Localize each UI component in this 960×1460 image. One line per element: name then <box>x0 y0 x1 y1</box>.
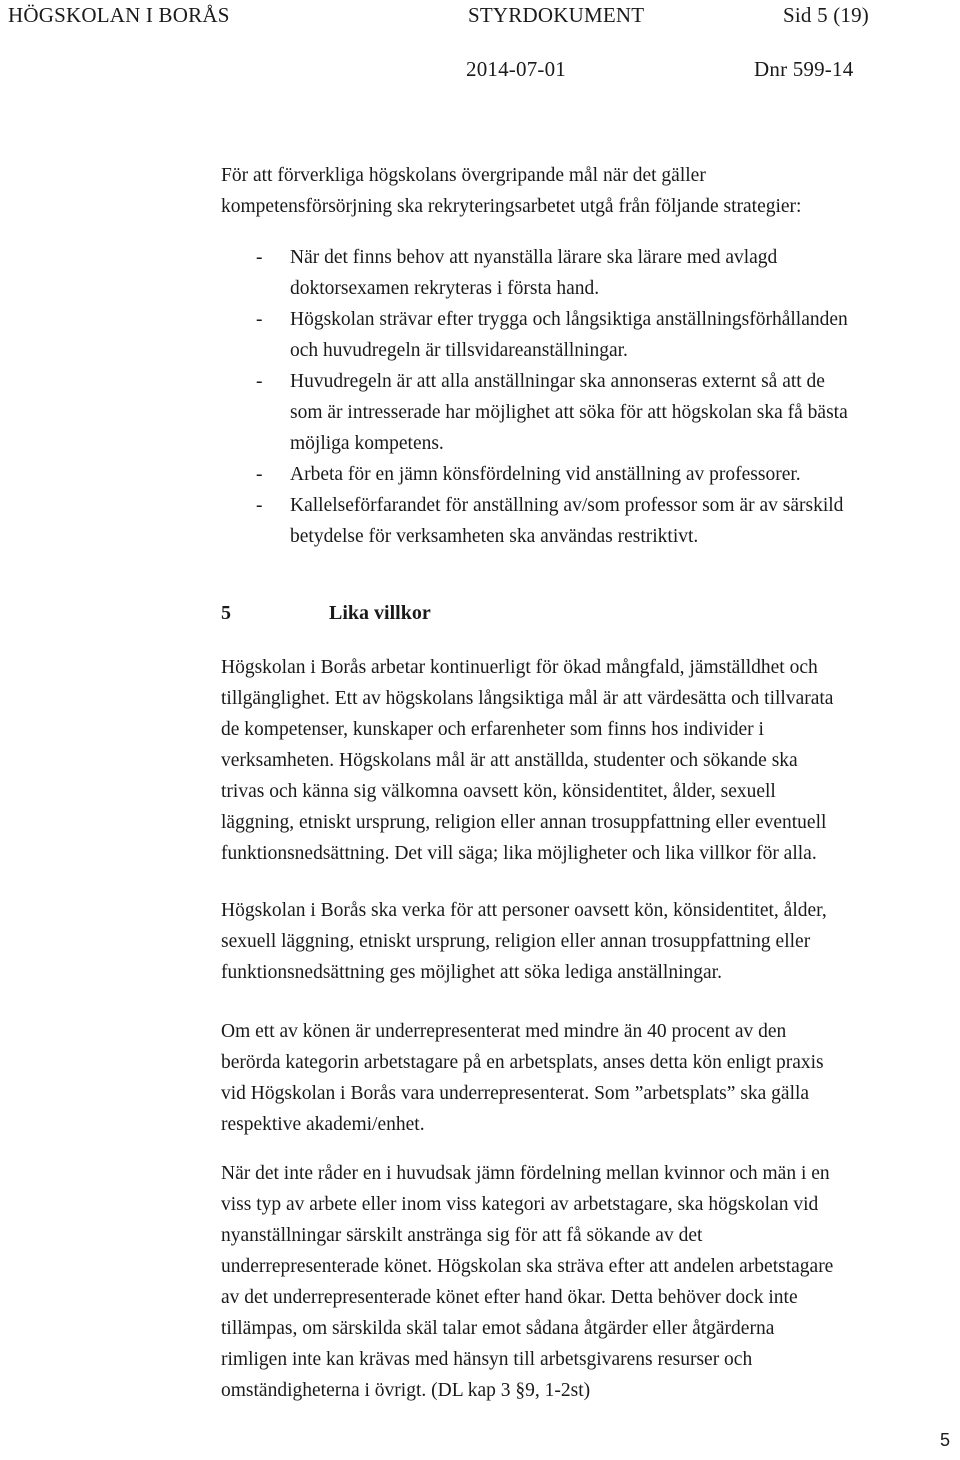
text-line: av det underrepresenterade könet efter hand ökar. Detta behöver dock inte <box>221 1287 798 1308</box>
text-line: Kallelseförfarandet för anställning av/som professor som är av särskild <box>290 495 844 516</box>
text-line: rimligen inte kan krävas med hänsyn till arbetsgivarens resurser och <box>221 1349 753 1370</box>
section-title: Lika villkor <box>329 602 431 624</box>
bullet-marker: - <box>256 309 263 330</box>
text-line: berörda kategorin arbetstagare på en arbetsplats, anses detta kön enligt praxis <box>221 1052 824 1073</box>
list-item <box>256 490 956 552</box>
text-line: När det finns behov att nyanställa lärare ska lärare med avlagd <box>290 247 778 268</box>
text-line: och huvudregeln är tillsvidareanställningar. <box>290 340 628 361</box>
list-item <box>256 366 956 459</box>
text-line: de kompetenser, kunskaper och erfarenheter som finns hos individer i <box>221 719 764 740</box>
text-line: tillämpas, om särskilda skäl talar emot sådana åtgärder eller åtgärderna <box>221 1318 775 1339</box>
text-line: doktorsexamen rekryteras i första hand. <box>290 278 600 299</box>
text-line: möjliga kompetens. <box>290 433 444 454</box>
body-paragraph <box>221 652 953 869</box>
body-paragraph <box>221 1158 953 1406</box>
section-number: 5 <box>221 602 231 624</box>
text-line: nyanställningar särskilt anstränga sig för att få sökande av det <box>221 1225 703 1246</box>
text-line: omständigheterna i övrigt. (DL kap 3 §9, 1-2st) <box>221 1380 591 1401</box>
bullet-marker: - <box>256 464 263 485</box>
text-line: Högskolan strävar efter trygga och långsiktiga anställningsförhållanden <box>290 309 848 330</box>
strategy-list <box>256 242 956 552</box>
text-line: betydelse för verksamheten ska användas restriktivt. <box>290 526 699 547</box>
text-line: underrepresenterade könet. Högskolan ska sträva efter att andelen arbetstagare <box>221 1256 834 1277</box>
footer-page-number: 5 <box>940 1430 951 1450</box>
body-paragraph <box>221 895 953 988</box>
document-reference: Dnr 599-14 <box>754 57 854 81</box>
text-line: som är intresserade har möjlighet att söka för att högskolan ska få bästa <box>290 402 848 423</box>
text-line: verksamheten. Högskolans mål är att anställda, studenter och sökande ska <box>221 750 798 771</box>
text-line: viss typ av arbete eller inom viss kategori av arbetstagare, ska högskolan vid <box>221 1194 819 1215</box>
document-type: STYRDOKUMENT <box>468 3 645 27</box>
document-header <box>0 0 960 30</box>
institution-name: HÖGSKOLAN I BORÅS <box>8 3 230 27</box>
text-line: funktionsnedsättning ges möjlighet att söka lediga anställningar. <box>221 962 722 983</box>
text-line: respektive akademi/enhet. <box>221 1114 425 1135</box>
text-line: Högskolan i Borås arbetar kontinuerligt för ökad mångfald, jämställdhet och <box>221 657 818 678</box>
text-line: Om ett av könen är underrepresenterat med mindre än 40 procent av den <box>221 1021 787 1042</box>
list-item <box>256 304 956 366</box>
page-indicator: Sid 5 (19) <box>783 3 869 27</box>
document-date: 2014-07-01 <box>466 57 566 81</box>
text-line: tillgänglighet. Ett av högskolans långsiktiga mål är att värdesätta och tillvarata <box>221 688 834 709</box>
body-paragraph <box>221 1016 953 1140</box>
bullet-marker: - <box>256 371 263 392</box>
list-item <box>256 459 956 490</box>
text-line: Högskolan i Borås ska verka för att personer oavsett kön, könsidentitet, ålder, <box>221 900 827 921</box>
list-item <box>256 242 956 304</box>
text-line: För att förverkliga högskolans övergripande mål när det gäller <box>221 165 706 186</box>
text-line: läggning, etniskt ursprung, religion eller annan trosuppfattning eller eventuell <box>221 812 827 833</box>
bullet-marker: - <box>256 495 263 516</box>
text-line: När det inte råder en i huvudsak jämn fördelning mellan kvinnor och män i en <box>221 1163 830 1184</box>
text-line: kompetensförsörjning ska rekryteringsarbetet utgå från följande strategier: <box>221 196 802 217</box>
text-line: Arbeta för en jämn könsfördelning vid anställning av professorer. <box>290 464 801 485</box>
text-line: vid Högskolan i Borås vara underrepresenterat. Som ”arbetsplats” ska gälla <box>221 1083 810 1104</box>
text-line: Huvudregeln är att alla anställningar ska annonseras externt så att de <box>290 371 825 392</box>
text-line: trivas och känna sig välkomna oavsett kön, könsidentitet, ålder, sexuell <box>221 781 776 802</box>
intro-paragraph <box>221 160 953 222</box>
bullet-marker: - <box>256 247 263 268</box>
text-line: sexuell läggning, etniskt ursprung, religion eller annan trosuppfattning eller <box>221 931 811 952</box>
document-subheader <box>0 54 960 84</box>
text-line: funktionsnedsättning. Det vill säga; lika möjligheter och lika villkor för alla. <box>221 843 817 864</box>
